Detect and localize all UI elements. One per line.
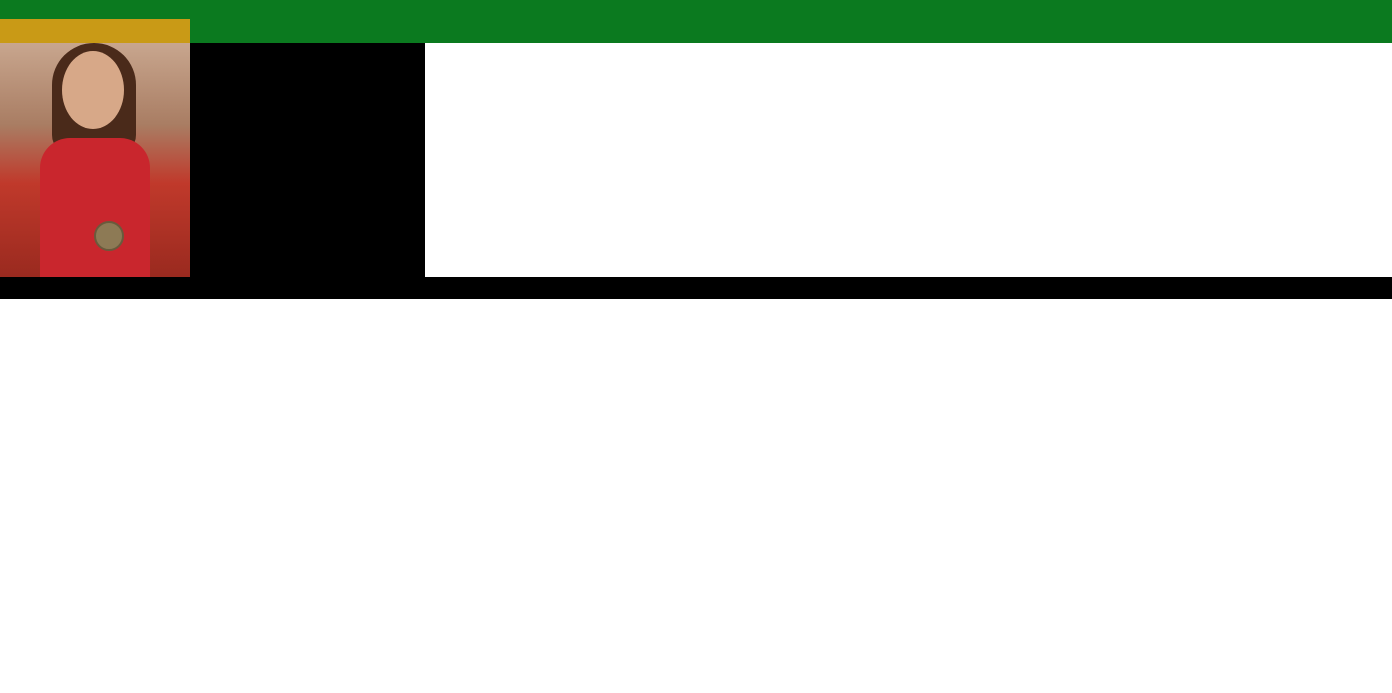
brand-name [0,19,190,43]
athlete-photo [0,43,190,277]
brand-banner [0,0,190,43]
column-header-row [0,277,1392,299]
header-labels [190,43,425,277]
page-title [190,0,1392,43]
